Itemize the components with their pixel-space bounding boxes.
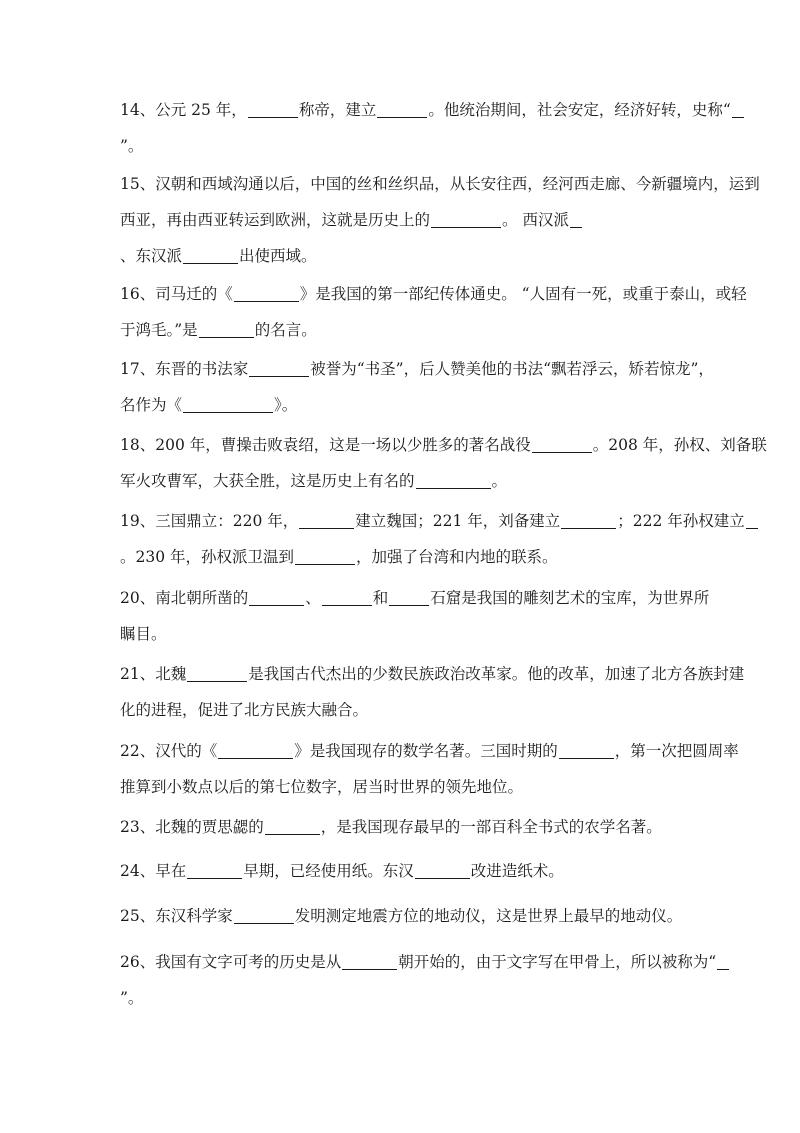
question-text: 24、早在 bbox=[120, 862, 187, 880]
question-text: 15、汉朝和西域沟通以后，中国的丝和丝织品，从长安往西，经河西走廊、今新疆境内，运到 bbox=[120, 175, 760, 193]
question-14 bbox=[120, 92, 731, 164]
question-text: 被誉为“书圣”，后人赞美他的书法“飘若浮云，矫若惊龙”， bbox=[310, 360, 714, 378]
question-text: 石窟是我国的雕刻艺术的宝库，为世界所 bbox=[430, 589, 710, 607]
answer-blank[interactable] bbox=[248, 97, 298, 118]
question-text: 。230 年，孙权派卫温到 bbox=[120, 548, 295, 566]
question-line bbox=[120, 580, 710, 616]
question-19 bbox=[120, 503, 745, 575]
question-line bbox=[120, 276, 747, 312]
question-text: 和 bbox=[372, 589, 389, 607]
question-text: 于鸿毛。”是 bbox=[120, 321, 198, 339]
answer-blank[interactable] bbox=[183, 243, 238, 264]
answer-blank[interactable] bbox=[732, 97, 744, 118]
answer-blank[interactable] bbox=[234, 903, 294, 924]
question-text: 朝开始的，由于文字写在甲骨上，所以被称为“ bbox=[398, 953, 717, 971]
question-text: 22、汉代的《 bbox=[120, 742, 218, 760]
question-text: ”。 bbox=[120, 137, 144, 155]
question-text: 是我国古代杰出的少数民族政治改革家。他的改革，加速了北方各族封建 bbox=[248, 665, 745, 683]
answer-blank[interactable] bbox=[416, 468, 491, 489]
answer-blank[interactable] bbox=[249, 356, 309, 377]
answer-blank[interactable] bbox=[559, 738, 614, 759]
question-25 bbox=[120, 898, 690, 934]
question-text: 14、公元 25 年， bbox=[120, 101, 247, 119]
question-line bbox=[120, 463, 690, 499]
question-line bbox=[120, 769, 690, 805]
question-text: 的名言。 bbox=[254, 321, 317, 339]
answer-blank[interactable] bbox=[199, 317, 254, 338]
question-24 bbox=[120, 853, 690, 889]
answer-blank[interactable] bbox=[322, 585, 372, 606]
answer-blank[interactable] bbox=[377, 97, 427, 118]
answer-blank[interactable] bbox=[218, 738, 293, 759]
question-line bbox=[120, 202, 690, 238]
question-text: 》是我国的第一部纪传体通史。 “人固有一死，或重于泰山，或轻 bbox=[299, 285, 747, 303]
answer-blank[interactable] bbox=[249, 585, 304, 606]
question-text: 16、司马迁的《 bbox=[120, 285, 233, 303]
question-text: 西亚，再由西亚转运到欧洲，这就是历史上的 bbox=[120, 211, 431, 229]
question-text: 》是我国现存的数学名著。三国时期的 bbox=[294, 742, 558, 760]
question-line bbox=[120, 92, 731, 128]
question-text: 瞩目。 bbox=[120, 625, 167, 643]
question-text: 名作为《 bbox=[120, 396, 183, 414]
question-text: 化的进程，促进了北方民族大融合。 bbox=[120, 701, 369, 719]
question-line bbox=[120, 809, 690, 845]
question-16 bbox=[120, 276, 747, 348]
question-line bbox=[120, 898, 690, 934]
question-line bbox=[120, 128, 690, 164]
question-line bbox=[120, 733, 739, 769]
question-23 bbox=[120, 809, 690, 845]
question-line bbox=[120, 238, 690, 274]
question-15 bbox=[120, 166, 760, 274]
question-text: 称帝，建立 bbox=[298, 101, 377, 119]
question-22 bbox=[120, 733, 739, 805]
question-text: 改进造纸术。 bbox=[470, 862, 564, 880]
question-line bbox=[120, 351, 714, 387]
question-text: 、 bbox=[305, 589, 321, 607]
answer-blank[interactable] bbox=[415, 858, 470, 879]
answer-blank[interactable] bbox=[342, 949, 397, 970]
answer-blank[interactable] bbox=[570, 207, 582, 228]
question-text: ”。 bbox=[120, 989, 144, 1007]
question-26 bbox=[120, 944, 717, 1016]
question-text: 军火攻曹军，大获全胜，这是历史上有名的 bbox=[120, 472, 415, 490]
question-line bbox=[120, 656, 745, 692]
question-text: 。208 年，孙权、刘备联 bbox=[592, 436, 767, 454]
question-line bbox=[120, 503, 745, 539]
question-text: 20、南北朝所凿的 bbox=[120, 589, 249, 607]
question-text: 19、三国鼎立：220 年， bbox=[120, 512, 299, 530]
question-text: 26、我国有文字可考的历史是从 bbox=[120, 953, 342, 971]
question-text: 。 西汉派 bbox=[502, 211, 569, 229]
answer-blank[interactable] bbox=[187, 661, 247, 682]
answer-blank[interactable] bbox=[532, 432, 592, 453]
question-text: ，第一次把圆周率 bbox=[614, 742, 739, 760]
question-text: 早期，已经使用纸。东汉 bbox=[243, 862, 414, 880]
question-17 bbox=[120, 351, 714, 423]
question-line bbox=[120, 427, 767, 463]
answer-blank[interactable] bbox=[187, 858, 242, 879]
question-text: 25、东汉科学家 bbox=[120, 907, 233, 925]
answer-blank[interactable] bbox=[431, 207, 501, 228]
question-text: 18、200 年，曹操击败袁绍，这是一场以少胜多的著名战役 bbox=[120, 436, 531, 454]
question-text: 21、北魏 bbox=[120, 665, 187, 683]
question-18 bbox=[120, 427, 767, 499]
question-text: 发明测定地震方位的地动仪，这是世界上最早的地动仪。 bbox=[294, 907, 683, 925]
question-text: 》。 bbox=[274, 396, 298, 414]
question-line bbox=[120, 980, 690, 1016]
answer-blank[interactable] bbox=[561, 508, 616, 529]
question-text: 建立魏国；221 年，刘备建立 bbox=[355, 512, 561, 530]
question-21 bbox=[120, 656, 745, 728]
question-line bbox=[120, 539, 690, 575]
answer-blank[interactable] bbox=[746, 508, 758, 529]
question-line bbox=[120, 616, 690, 652]
question-text: 17、东晋的书法家 bbox=[120, 360, 249, 378]
question-line bbox=[120, 944, 717, 980]
question-text: ；222 年孙权建立 bbox=[617, 512, 745, 530]
question-text: 推算到小数点以后的第七位数字，居当时世界的领先地位。 bbox=[120, 778, 524, 796]
question-line bbox=[120, 387, 690, 423]
question-text: 出使西域。 bbox=[239, 247, 317, 265]
question-text: 、东汉派 bbox=[120, 247, 183, 265]
answer-blank[interactable] bbox=[234, 281, 299, 302]
question-line bbox=[120, 853, 690, 889]
answer-blank[interactable] bbox=[299, 508, 354, 529]
question-text: 。 bbox=[491, 472, 508, 490]
question-text: 。他统治期间，社会安定，经济好转，史称“ bbox=[428, 101, 731, 119]
answer-blank[interactable] bbox=[295, 544, 355, 565]
question-20 bbox=[120, 580, 710, 652]
question-text: ，加强了台湾和内地的联系。 bbox=[356, 548, 558, 566]
answer-blank[interactable] bbox=[265, 814, 320, 835]
question-line bbox=[120, 692, 690, 728]
question-line bbox=[120, 166, 760, 202]
question-text: 23、北魏的贾思勰的 bbox=[120, 818, 264, 836]
answer-blank[interactable] bbox=[183, 392, 273, 413]
question-line bbox=[120, 312, 690, 348]
question-text: ，是我国现存最早的一部百科全书式的农学名著。 bbox=[320, 818, 662, 836]
answer-blank[interactable] bbox=[717, 949, 729, 970]
answer-blank[interactable] bbox=[389, 585, 429, 606]
